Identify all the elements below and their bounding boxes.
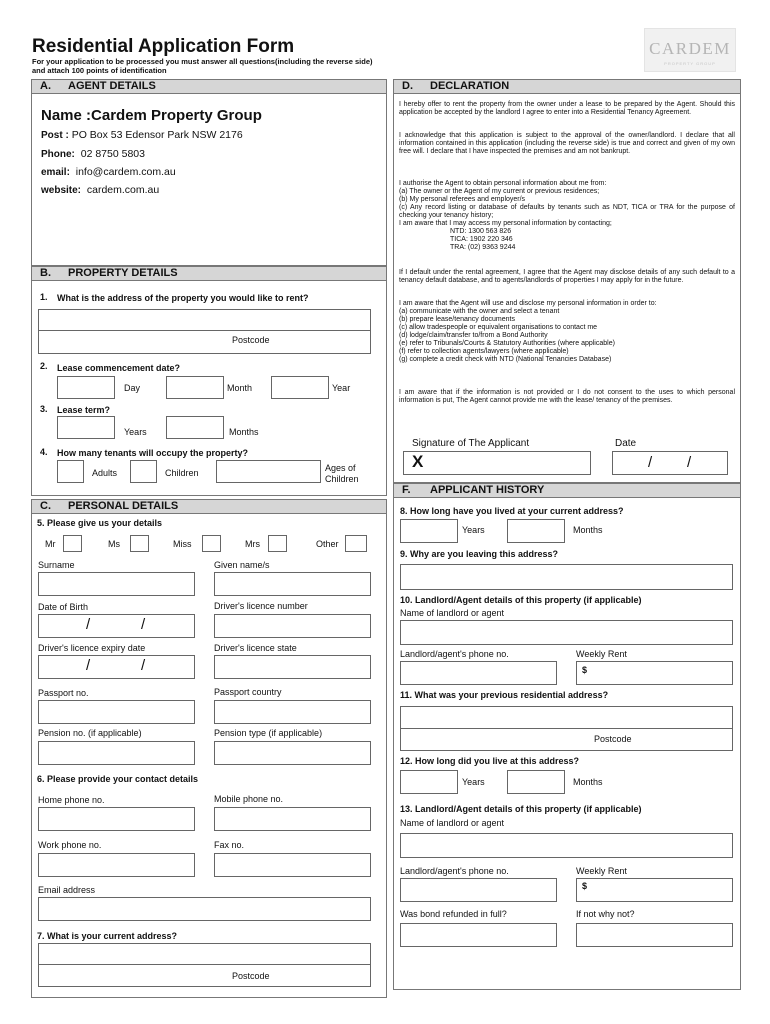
home-phone-input[interactable] [38, 807, 195, 831]
use-item: (g) complete a credit check with NTD (National Tenancies Database) [399, 356, 612, 363]
lease-months-input[interactable] [166, 416, 224, 439]
tra-contact: TRA: (02) 9363 9244 [450, 244, 516, 251]
title-miss-label: Miss [173, 539, 192, 549]
agent-email-value: info@cardem.com.au [75, 166, 176, 178]
company-logo [644, 28, 736, 72]
signature-label: Signature of The Applicant [412, 438, 530, 449]
ages-of-label: Ages of [325, 463, 356, 473]
title-mr-label: Mr [45, 539, 56, 549]
q2-number: 2. [40, 361, 48, 371]
previous-years-label: Years [462, 777, 485, 787]
declaration-paragraph-6: I am aware that if the information is not provided or I do not consent to the uses to which personal information is put, The Agent cannot provide me with the lease/ tenancy of the premises. [399, 389, 735, 404]
agent-email-label: email: [41, 167, 70, 178]
section-title: PROPERTY DETAILS [68, 267, 178, 279]
q8-label: 8. How long have you lived at your current address? [400, 506, 624, 516]
previous-postcode-label: Postcode [594, 734, 632, 744]
q13-landlord-name-input[interactable] [400, 833, 733, 858]
mobile-phone-input[interactable] [214, 807, 371, 831]
section-letter: C. [40, 500, 51, 512]
licence-state-label: Driver's licence state [214, 643, 297, 653]
expiry-slash-1: / [86, 657, 91, 674]
passport-no-label: Passport no. [38, 688, 89, 698]
q10-dollar-sign: $ [582, 665, 588, 675]
title-other-checkbox[interactable] [345, 535, 367, 552]
work-phone-label: Work phone no. [38, 840, 102, 850]
leaving-reason-input[interactable] [400, 564, 733, 590]
declaration-paragraph-2: I acknowledge that this application is subject to the approval of the owner/landlord. I declare that all information contained in this application (including the reverse side) is true and correct and given of my own free will. I declare that I have inspected the premises and am not bankrupt. [399, 132, 735, 155]
lease-day-input[interactable] [57, 376, 115, 399]
q10-landlord-phone-label: Landlord/agent's phone no. [400, 649, 509, 659]
q6-label: 6. Please provide your contact details [37, 774, 199, 784]
given-names-input[interactable] [214, 572, 371, 596]
use-item: (d) lodge/claim/transfer to/from a Bond Authority [399, 332, 548, 339]
adults-label: Adults [92, 468, 118, 478]
q13-landlord-phone-input[interactable] [400, 878, 557, 902]
property-address-divider [38, 330, 371, 331]
pension-no-input[interactable] [38, 741, 195, 765]
section-letter: F. [402, 484, 411, 496]
use-item: (f) refer to collection agents/lawyers (where applicable) [399, 348, 569, 355]
section-title: DECLARATION [430, 80, 510, 92]
section-title: APPLICANT HISTORY [430, 484, 545, 496]
surname-input[interactable] [38, 572, 195, 596]
title-mrs-checkbox[interactable] [268, 535, 287, 552]
ages-children-label: Children [325, 474, 359, 484]
mobile-phone-label: Mobile phone no. [214, 794, 284, 804]
pension-no-label: Pension no. (if applicable) [38, 728, 142, 738]
children-label: Children [165, 468, 199, 478]
licence-number-label: Driver's licence number [214, 601, 308, 611]
agent-phone [41, 148, 145, 160]
declaration-header [393, 79, 741, 94]
fax-label: Fax no. [214, 840, 245, 850]
q4-label: How many tenants will occupy the property? [57, 448, 249, 458]
agent-phone-value: 02 8750 5803 [80, 148, 145, 160]
authorise-c: (c) Any record listing or database of defaults by tenants such as NDT, TICA or TRA for the purpose of checking your tenancy history; [399, 204, 735, 219]
bond-refunded-input[interactable] [400, 923, 557, 947]
licence-expiry-input[interactable] [38, 655, 195, 679]
current-months-label: Months [573, 525, 603, 535]
email-input[interactable] [38, 897, 371, 921]
pension-type-input[interactable] [214, 741, 371, 765]
section-title: AGENT DETAILS [68, 80, 156, 92]
agent-email [41, 166, 176, 178]
agent-post-label: Post : [41, 130, 69, 141]
q2-label: Lease commencement date? [57, 363, 181, 373]
agent-details-header [31, 79, 387, 94]
authorise-b: (b) My personal referees and employer/s [399, 196, 526, 203]
page-title: Residential Application Form [32, 36, 295, 57]
q10-weekly-rent-label: Weekly Rent [576, 649, 627, 659]
declaration-paragraph-1: I hereby offer to rent the property from the owner under a lease to be prepared by the Agent. Should this application be accepted by the landlord I agree to enter into a Residential Tenancy Agreement. [399, 101, 735, 116]
fax-input[interactable] [214, 853, 371, 877]
personal-details-header [31, 499, 387, 514]
passport-country-label: Passport country [214, 687, 282, 697]
agent-post-value: PO Box 53 Edensor Park NSW 2176 [71, 129, 243, 141]
use-item: (c) allow tradespeople or equivalent organisations to contact me [399, 324, 598, 331]
signature-x-mark: X [412, 452, 424, 471]
authorise-intro: I authorise the Agent to obtain personal information about me from: [399, 180, 607, 187]
licence-state-input[interactable] [214, 655, 371, 679]
dob-slash-1: / [86, 616, 91, 633]
title-other-label: Other [316, 539, 339, 549]
previous-years-input[interactable] [400, 770, 458, 794]
dob-input[interactable] [38, 614, 195, 638]
q9-label: 9. Why are you leaving this address? [400, 549, 559, 559]
dob-label: Date of Birth [38, 602, 89, 612]
q1-number: 1. [40, 292, 48, 302]
work-phone-input[interactable] [38, 853, 195, 877]
q13-weekly-rent-input[interactable] [576, 878, 733, 902]
use-item: (a) communicate with the owner and select a tenant [399, 308, 560, 315]
property-details-header [31, 266, 387, 281]
use-item: (e) refer to Tribunals/Courts & Statutory Authorities (where applicable) [399, 340, 615, 347]
title-ms-label: Ms [108, 539, 120, 549]
q11-label: 11. What was your previous residential address? [400, 690, 609, 700]
q10-weekly-rent-input[interactable] [576, 661, 733, 685]
agent-website [41, 184, 159, 196]
lease-month-label: Month [227, 383, 253, 393]
q5-label: 5. Please give us your details [37, 518, 163, 528]
agent-phone-label: Phone: [41, 149, 75, 160]
previous-address-divider [400, 728, 733, 729]
previous-months-input[interactable] [507, 770, 565, 794]
declaration-authorise [399, 180, 735, 252]
lease-months-label: Months [229, 427, 259, 437]
current-address-divider [38, 964, 371, 965]
q12-label: 12. How long did you live at this address? [400, 756, 580, 766]
applicant-history-header [393, 483, 741, 498]
signature-date-slash-1: / [648, 454, 653, 471]
q13-label: 13. Landlord/Agent details of this property (if applicable) [400, 804, 642, 814]
q1-label: What is the address of the property you would like to rent? [57, 293, 309, 303]
passport-country-input[interactable] [214, 700, 371, 724]
current-months-input[interactable] [507, 519, 565, 543]
agent-name: Name :Cardem Property Group [41, 107, 262, 124]
use-item: (b) prepare lease/tenancy documents [399, 316, 515, 323]
lease-year-label: Year [332, 383, 351, 393]
previous-months-label: Months [573, 777, 603, 787]
given-names-label: Given name/s [214, 560, 270, 570]
agent-website-label: website: [41, 185, 82, 196]
ntd-contact: NTD: 1300 563 826 [450, 228, 512, 235]
section-letter: B. [40, 267, 51, 279]
page-subtitle: For your application to be processed you must answer all questions(including the reverse side) and attach 100 points of identification [32, 57, 373, 75]
property-address-input[interactable] [38, 309, 371, 354]
children-input[interactable] [130, 460, 157, 483]
agent-post [41, 129, 243, 141]
logo-brand: CARDEM [649, 39, 731, 58]
title-mrs-label: Mrs [245, 539, 260, 549]
signature-date-slash-2: / [687, 454, 692, 471]
q10-landlord-phone-input[interactable] [400, 661, 557, 685]
agent-website-value: cardem.com.au [86, 184, 160, 196]
q3-number: 3. [40, 404, 48, 414]
if-not-why-input[interactable] [576, 923, 733, 947]
if-not-why-label: If not why not? [576, 909, 635, 919]
current-years-label: Years [462, 525, 485, 535]
declaration-paragraph-4: If I default under the rental agreement, I agree that the Agent may disclose details of any such default to a tenancy default database, and to agents/landlords of properties I may apply for in the future. [399, 269, 735, 284]
authorise-access: I am aware that I may access my personal information by contacting; [399, 220, 612, 227]
adults-input[interactable] [57, 460, 84, 483]
section-title: PERSONAL DETAILS [68, 500, 179, 512]
current-address-input[interactable] [38, 943, 371, 987]
q10-landlord-name-input[interactable] [400, 620, 733, 645]
declaration-use-list [399, 300, 735, 364]
email-label: Email address [38, 885, 96, 895]
children-ages-input[interactable] [216, 460, 321, 483]
dob-slash-2: / [141, 616, 146, 633]
expiry-slash-2: / [141, 657, 146, 674]
current-postcode-label: Postcode [232, 971, 270, 981]
bond-refunded-label: Was bond refunded in full? [400, 909, 507, 919]
authorise-a: (a) The owner or the Agent of my current or previous residences; [399, 188, 600, 195]
licence-number-input[interactable] [214, 614, 371, 638]
surname-label: Surname [38, 560, 75, 570]
q3-label: Lease term? [57, 405, 111, 415]
q13-landlord-name-label: Name of landlord or agent [400, 818, 505, 828]
logo-subtitle: PROPERTY GROUP [664, 61, 716, 66]
q13-dollar-sign: $ [582, 881, 588, 891]
title-ms-checkbox[interactable] [130, 535, 149, 552]
tica-contact: TICA: 1902 220 346 [450, 236, 513, 243]
licence-expiry-label: Driver's licence expiry date [38, 643, 146, 653]
title-miss-checkbox[interactable] [202, 535, 221, 552]
q7-label: 7. What is your current address? [37, 931, 178, 941]
lease-month-input[interactable] [166, 376, 224, 399]
title-mr-checkbox[interactable] [63, 535, 82, 552]
q13-weekly-rent-label: Weekly Rent [576, 866, 627, 876]
property-postcode-label: Postcode [232, 335, 270, 345]
lease-years-label: Years [124, 427, 147, 437]
q4-number: 4. [40, 447, 48, 457]
passport-no-input[interactable] [38, 700, 195, 724]
pension-type-label: Pension type (if applicable) [214, 728, 323, 738]
signature-input[interactable] [403, 451, 591, 475]
signature-date-input[interactable] [612, 451, 728, 475]
current-years-input[interactable] [400, 519, 458, 543]
q13-landlord-phone-label: Landlord/agent's phone no. [400, 866, 509, 876]
q10-landlord-name-label: Name of landlord or agent [400, 608, 505, 618]
lease-day-label: Day [124, 383, 141, 393]
lease-years-input[interactable] [57, 416, 115, 439]
date-label: Date [615, 438, 637, 449]
section-letter: A. [40, 80, 51, 92]
use-intro: I am aware that the Agent will use and disclose my personal information in order to: [399, 300, 657, 307]
lease-year-input[interactable] [271, 376, 329, 399]
q10-label: 10. Landlord/Agent details of this property (if applicable) [400, 595, 642, 605]
home-phone-label: Home phone no. [38, 795, 105, 805]
section-letter: D. [402, 80, 413, 92]
